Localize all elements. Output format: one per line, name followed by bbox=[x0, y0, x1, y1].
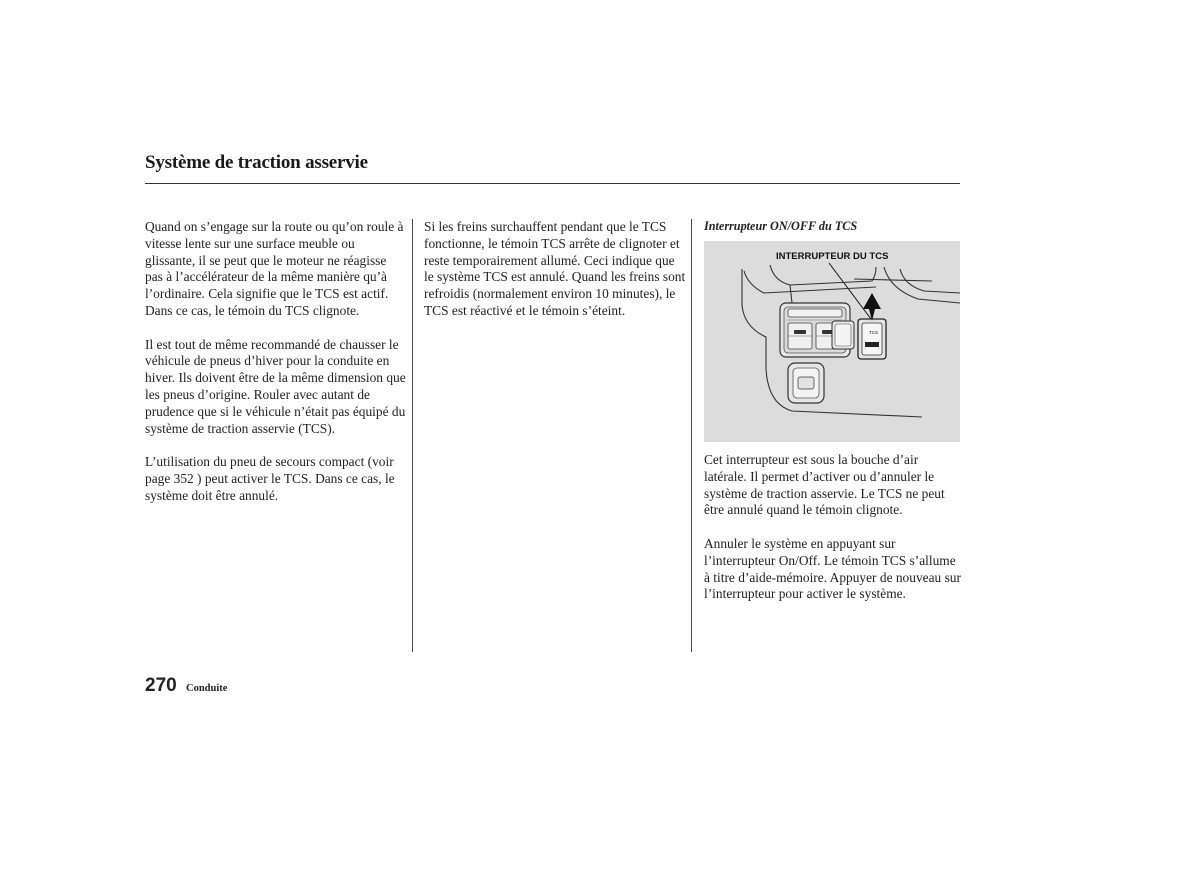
paragraph: Si les freins surchauffent pendant que le TCS fonctionne, le témoin TCS arrête de clignoter et reste temporairement allumé. Ceci indique que le système TCS est annulé. Quand les freins sont refroidis (normalement environ 10 minutes), le TCS est réactivé et le témoin s’éteint. bbox=[424, 219, 686, 318]
column-2 bbox=[424, 219, 686, 337]
page-title: Système de traction asservie bbox=[145, 152, 368, 173]
paragraph: Cet interrupteur est sous la bouche d’air latérale. Il permet d’activer ou d’annuler le système de traction asservie. Le TCS ne peut être annulé quand le témoin clignote. bbox=[704, 452, 945, 518]
title-divider bbox=[145, 183, 960, 184]
paragraph: Il est tout de même recommandé de chausser le véhicule de pneus d’hiver pour la conduite en hiver. Ils doivent être de la même dimension que les pneus d’origine. Rouler avec autant de prudence que si le véhicule n’était pas équipé du système de traction asservie (TCS). bbox=[145, 336, 406, 436]
tcs-switch-label: TCS bbox=[869, 330, 878, 335]
column-divider bbox=[691, 219, 692, 652]
paragraph: Quand on s’engage sur la route ou qu’on roule à vitesse lente sur une surface meuble ou glissante, il se peut que le moteur ne réagisse pas à l’accélérateur de la même manière qu’à l’ordinaire. Cela signifie que le TCS est actif. Dans ce cas, le témoin du TCS clignote. bbox=[145, 219, 404, 318]
callout-label: INTERRUPTEUR DU TCS bbox=[776, 251, 889, 262]
section-name: Conduite bbox=[186, 683, 228, 694]
paragraph: Annuler le système en appuyant sur l’interrupteur On/Off. Le témoin TCS s’allume à titre d’aide-mémoire. Appuyer de nouveau sur l’interrupteur pour activer le système. bbox=[704, 535, 961, 602]
column-divider bbox=[412, 219, 413, 652]
tcs-switch-illustration bbox=[704, 241, 960, 442]
paragraph: L’utilisation du pneu de secours compact (voir page 352 ) peut activer le TCS. Dans ce cas, le système doit être annulé. bbox=[145, 454, 395, 503]
column-1 bbox=[145, 219, 407, 521]
figure-caption: Interrupteur ON/OFF du TCS bbox=[704, 219, 858, 233]
page-number: 270 bbox=[145, 675, 177, 696]
